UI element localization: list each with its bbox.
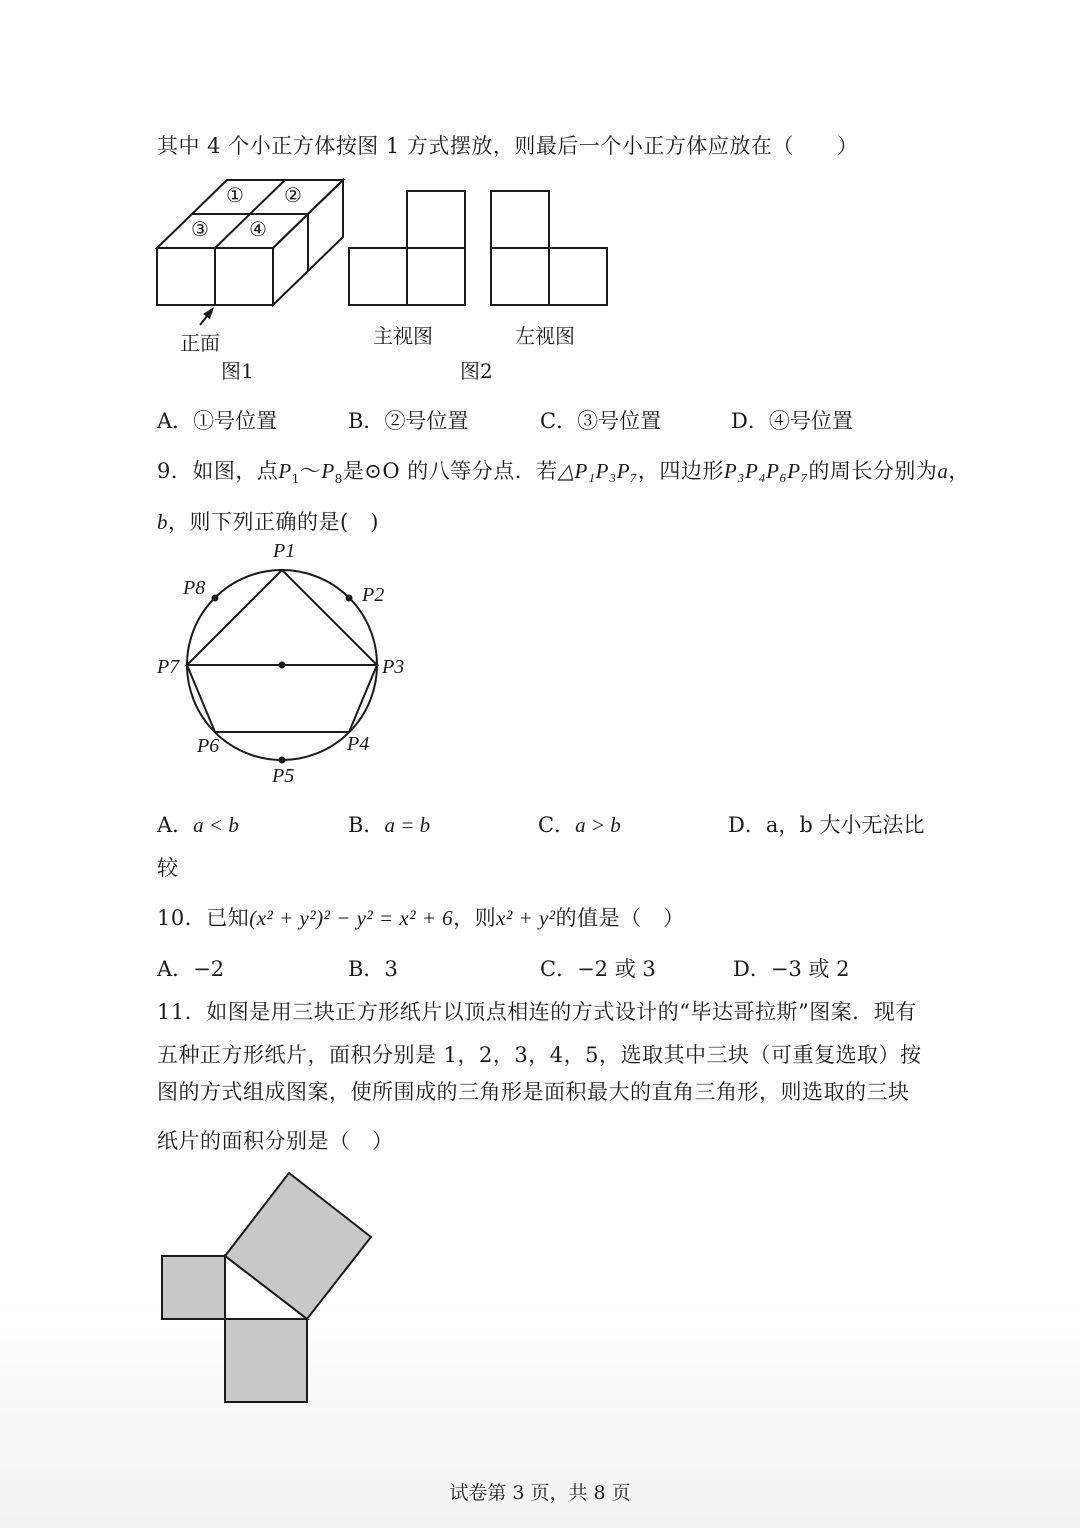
q10-stem: 10．已知(x² + y²)² − y² = x² + 6，则x² + y²的值是（ ） xyxy=(157,906,685,930)
q10-option-c[interactable]: C．−2 或 3 xyxy=(540,957,656,981)
label-p6: P6 xyxy=(197,735,220,757)
fig1-front-right-cube xyxy=(215,248,273,305)
fig1-front-arrow-line xyxy=(200,311,211,325)
q9-option-a[interactable]: A．a < b xyxy=(157,813,239,837)
fig1-label-4: ④ xyxy=(249,217,267,241)
center-point xyxy=(279,662,286,669)
fig1-label-3: ③ xyxy=(191,217,209,241)
q8-option-a[interactable]: A．①号位置 xyxy=(157,409,278,433)
q8-option-d[interactable]: D．④号位置 xyxy=(731,409,853,433)
fig1-label-1: ① xyxy=(226,183,244,207)
q8-option-b[interactable]: B．②号位置 xyxy=(348,409,469,433)
q9-option-b[interactable]: B．a = b xyxy=(348,813,431,837)
large-square-c xyxy=(225,1173,371,1319)
triangle-p1p3p7 xyxy=(187,570,377,665)
front-view-cell-tr xyxy=(407,191,465,248)
left-view-cell-tl xyxy=(491,191,549,248)
q8-option-c[interactable]: C．③号位置 xyxy=(540,409,662,433)
point-p2 xyxy=(346,595,353,602)
point-p5 xyxy=(279,757,286,764)
label-p5: P5 xyxy=(272,765,295,787)
quad-p3p4p6p7 xyxy=(187,665,377,732)
fig1-caption: 图1 xyxy=(221,359,254,383)
left-view-cell-br xyxy=(549,248,607,305)
q10-option-d[interactable]: D．−3 或 2 xyxy=(733,957,850,981)
label-p2: P2 xyxy=(362,584,385,606)
page-footer: 试卷第 3 页，共 8 页 xyxy=(449,1482,631,1504)
q10-option-b[interactable]: B．3 xyxy=(348,957,398,981)
fig1-front-left-cube xyxy=(157,248,215,305)
q10-option-a[interactable]: A．−2 xyxy=(157,957,225,981)
q11-line-4: 纸片的面积分别是（ ） xyxy=(157,1129,394,1153)
q9-stem-line2: b，则下列正确的是( ) xyxy=(157,510,379,534)
fig1-front-label: 正面 xyxy=(180,331,220,355)
label-p3: P3 xyxy=(382,656,405,678)
fig1-front-arrow-head xyxy=(203,307,214,319)
q9-stem-line1: 9．如图，点$P_1\sim P_8$是⊙O 的八等分点．若△P₁P₃P₇，四边形P₃P₄P₆P₇的周长分别为a， xyxy=(157,459,970,487)
q9-option-c[interactable]: C．a > b xyxy=(538,813,621,837)
q8-stem: 其中 4 个小正方体按图 1 方式摆放，则最后一个小正方体应放在（ ） xyxy=(157,134,859,158)
front-view-cell-br xyxy=(407,248,465,305)
q11-line-2: 五种正方形纸片，面积分别是 1，2，3，4，5，选取其中三块（可重复选取）按 xyxy=(157,1043,922,1067)
q9-option-d-wrap: 较 xyxy=(157,856,178,880)
q11-line-1: 11．如图是用三块正方形纸片以顶点相连的方式设计的“毕达哥拉斯”图案．现有 xyxy=(157,1000,917,1024)
label-p4: P4 xyxy=(347,733,370,755)
front-view-cell-bl xyxy=(349,248,407,305)
q9-option-d[interactable]: D．a，b 大小无法比 xyxy=(728,813,925,837)
q11-line-3: 图的方式组成图案，使所围成的三角形是面积最大的直角三角形，则选取的三块 xyxy=(157,1080,910,1104)
fig1-label-2: ② xyxy=(284,183,302,207)
label-p1: P1 xyxy=(273,540,296,562)
left-view-cell-bl xyxy=(491,248,549,305)
fig2-caption: 图2 xyxy=(460,359,493,383)
circle-o xyxy=(187,570,377,760)
label-p8: P8 xyxy=(183,577,206,599)
label-p7: P7 xyxy=(157,656,180,678)
point-p8 xyxy=(212,595,219,602)
left-view-label: 左视图 xyxy=(515,324,575,348)
front-view-label: 主视图 xyxy=(373,324,433,348)
